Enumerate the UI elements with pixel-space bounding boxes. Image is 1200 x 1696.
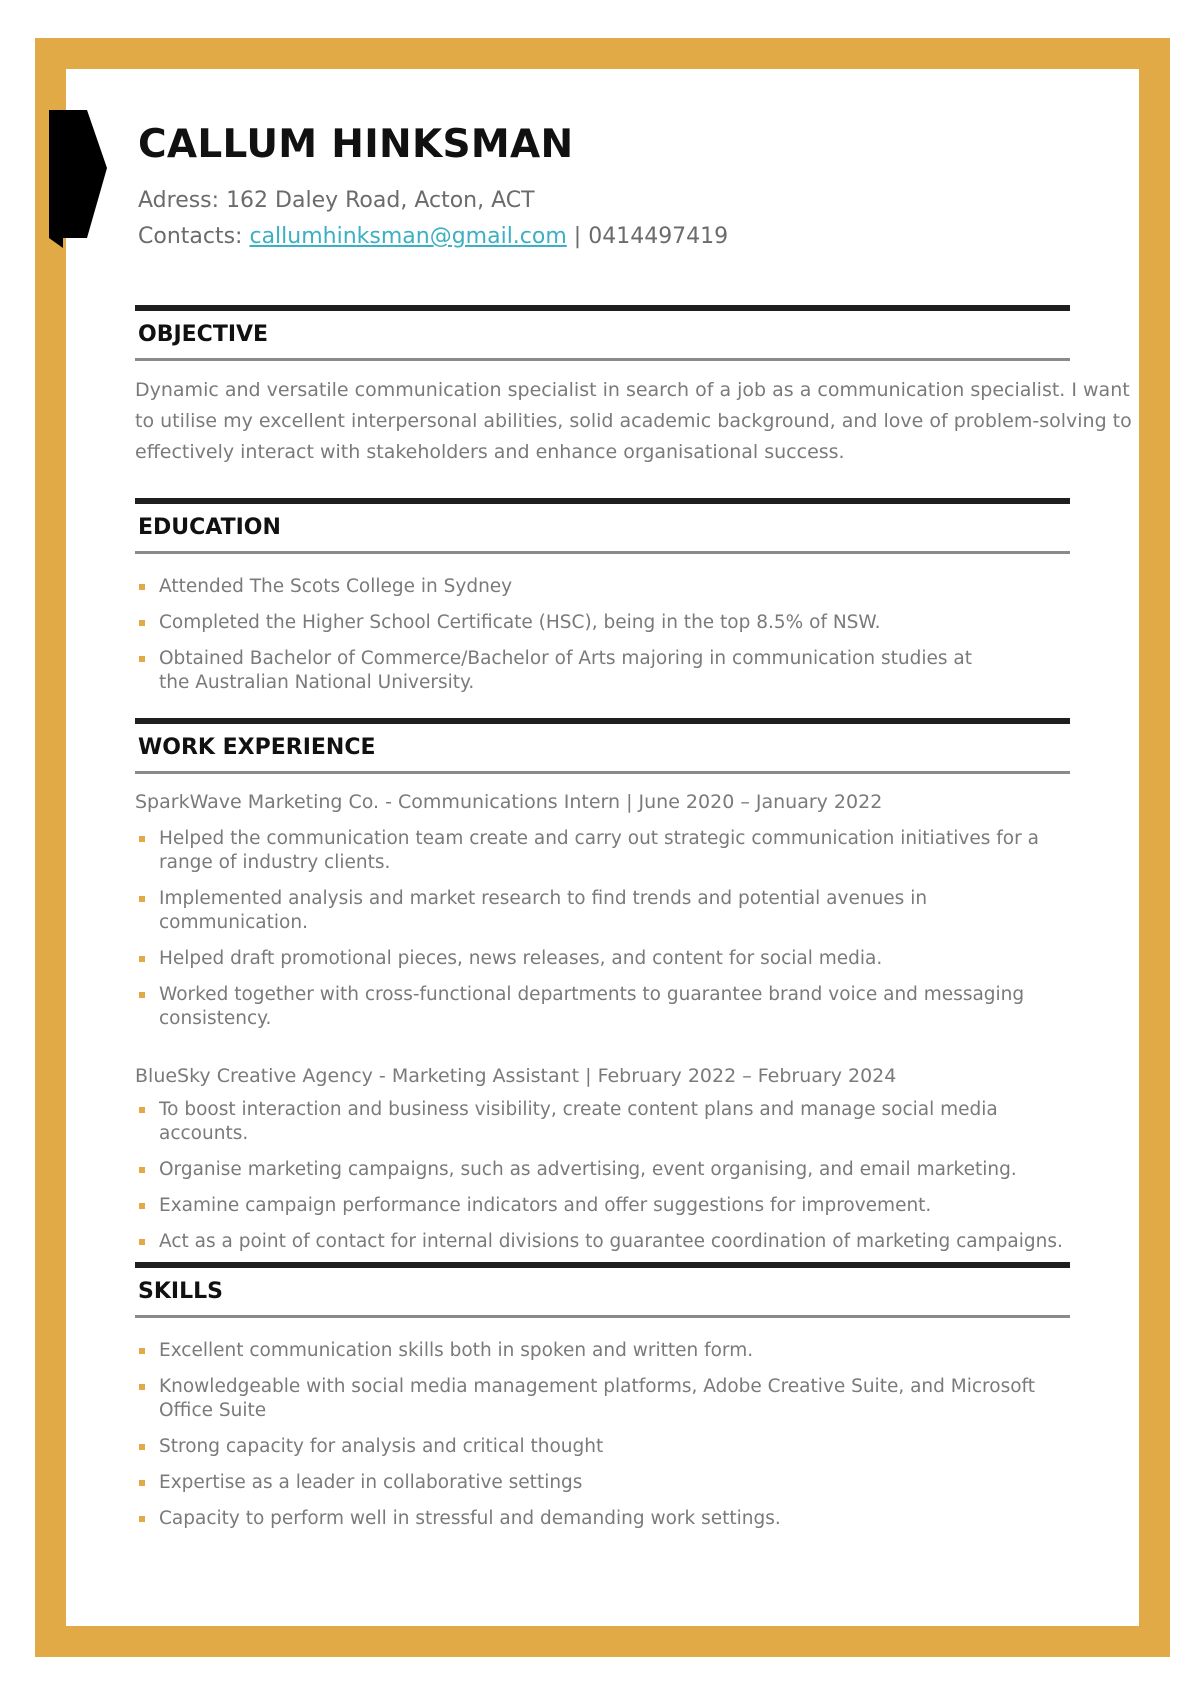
job-title: BlueSky Creative Agency - Marketing Assistant | February 2022 – February 2024 — [135, 1065, 897, 1087]
contacts-line — [138, 224, 728, 249]
list-item: Helped the communication team create and carry out strategic communication initiatives for a range of industry clients. — [135, 827, 1060, 875]
list-item: To boost interaction and business visibility, create content plans and manage social media accounts. — [135, 1098, 1070, 1146]
contacts-label: Contacts: — [138, 224, 243, 249]
list-item: Helped draft promotional pieces, news releases, and content for social media. — [135, 947, 1060, 971]
list-item: Capacity to perform well in stressful and demanding work settings. — [135, 1507, 1060, 1531]
job-duties-list — [135, 1098, 1070, 1254]
bullet-square-icon — [139, 956, 145, 962]
education-list — [135, 575, 1005, 695]
address-line — [138, 188, 535, 213]
list-item: Implemented analysis and market research to find trends and potential avenues in communication. — [135, 887, 1060, 935]
skills-section — [135, 1262, 1070, 1543]
address-label: Adress: — [138, 188, 220, 213]
email-link[interactable]: callumhinksman@gmail.com — [249, 224, 567, 249]
list-item: Obtained Bachelor of Commerce/Bachelor of Arts majoring in communication studies at the Australian National University. — [135, 647, 1005, 695]
bullet-square-icon — [139, 656, 145, 662]
list-item: Attended The Scots College in Sydney — [135, 575, 1005, 599]
bullet-square-icon — [139, 584, 145, 590]
bullet-square-icon — [139, 1107, 145, 1113]
list-item: Organise marketing campaigns, such as advertising, event organising, and email marketing. — [135, 1158, 1070, 1182]
list-item: Expertise as a leader in collaborative settings — [135, 1471, 1060, 1495]
section-heading-skills: SKILLS — [138, 1279, 223, 1304]
list-item: Examine campaign performance indicators and offer suggestions for improvement. — [135, 1194, 1070, 1218]
bullet-square-icon — [139, 1516, 145, 1522]
skills-list — [135, 1339, 1060, 1531]
section-rule-bottom — [135, 358, 1070, 361]
bullet-square-icon — [139, 1203, 145, 1209]
section-rule-bottom — [135, 771, 1070, 774]
objective-section — [135, 305, 1132, 468]
job-duties-list — [135, 827, 1060, 1031]
address-value: 162 Daley Road, Acton, ACT — [226, 188, 535, 213]
header-tab-marker — [49, 110, 107, 248]
list-item: Strong capacity for analysis and critical thought — [135, 1435, 1060, 1459]
list-item: Excellent communication skills both in spoken and written form. — [135, 1339, 1060, 1363]
phone-number: | 0414497419 — [573, 224, 729, 249]
bullet-square-icon — [139, 1384, 145, 1390]
objective-text — [135, 375, 1132, 468]
section-rule-bottom — [135, 551, 1070, 554]
work-experience-section — [135, 718, 1070, 1266]
objective-line: effectively interact with stakeholders and enhance organisational success. — [135, 441, 845, 463]
section-rule-bottom — [135, 1315, 1070, 1318]
objective-line: to utilise my excellent interpersonal abilities, solid academic background, and love of problem-solving to — [135, 410, 1132, 432]
list-item: Worked together with cross-functional departments to guarantee brand voice and messaging consistency. — [135, 983, 1060, 1031]
bullet-square-icon — [139, 1444, 145, 1450]
education-section — [135, 498, 1070, 707]
list-item: Act as a point of contact for internal divisions to guarantee coordination of marketing campaigns. — [135, 1230, 1070, 1254]
bullet-square-icon — [139, 1167, 145, 1173]
bullet-square-icon — [139, 836, 145, 842]
bullet-square-icon — [139, 620, 145, 626]
section-heading-work-experience: WORK EXPERIENCE — [138, 735, 376, 760]
bullet-square-icon — [139, 1348, 145, 1354]
job-title: SparkWave Marketing Co. - Communications Intern | June 2020 – January 2022 — [135, 791, 883, 813]
objective-line: Dynamic and versatile communication specialist in search of a job as a communication specialist. I want — [135, 379, 1130, 401]
bullet-square-icon — [139, 1239, 145, 1245]
section-heading-education: EDUCATION — [138, 515, 281, 540]
list-item: Knowledgeable with social media management platforms, Adobe Creative Suite, and Microsoft Office Suite — [135, 1375, 1060, 1423]
bullet-square-icon — [139, 1480, 145, 1486]
bullet-square-icon — [139, 896, 145, 902]
candidate-name: CALLUM HINKSMAN — [138, 122, 574, 167]
bullet-square-icon — [139, 992, 145, 998]
list-item: Completed the Higher School Certificate (HSC), being in the top 8.5% of NSW. — [135, 611, 1005, 635]
section-heading-objective: OBJECTIVE — [138, 322, 269, 347]
